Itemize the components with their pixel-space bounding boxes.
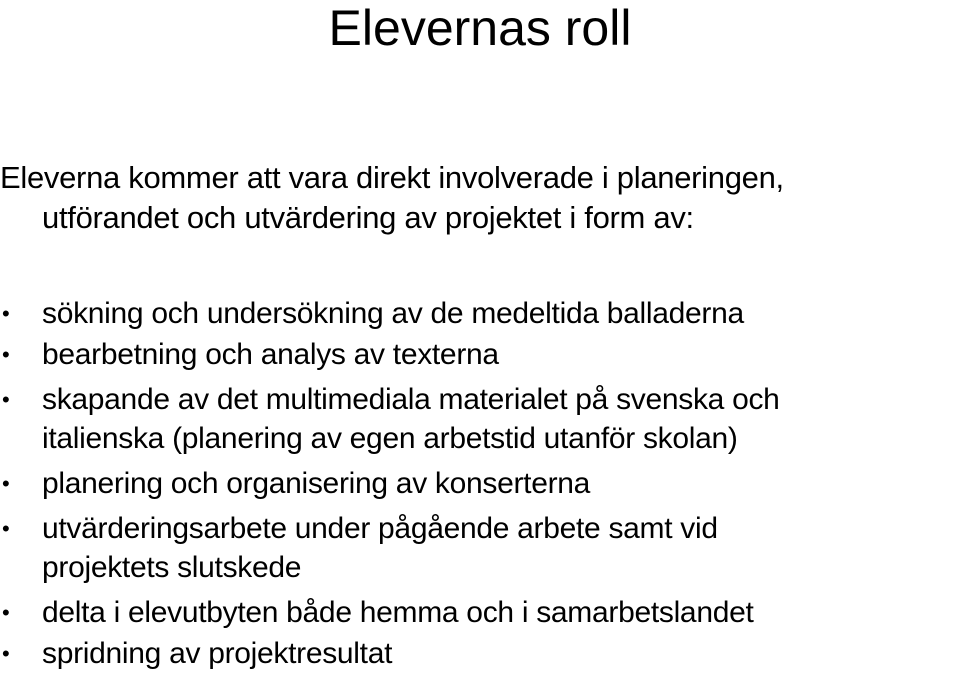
bullet-icon: • <box>2 516 10 541</box>
page-title: Elevernas roll <box>328 0 632 56</box>
bullet-icon: • <box>2 387 10 412</box>
bullet-icon: • <box>2 301 10 326</box>
bullet-icon: • <box>2 342 10 367</box>
list-item-text: bearbetning och analys av texterna <box>42 338 499 371</box>
list-item <box>0 464 958 503</box>
intro-line: utförandet och utvärdering av projektet i form av: <box>42 200 694 235</box>
list-item-text: skapande av det multimediala materialet på svenska och <box>42 383 780 416</box>
list-item <box>0 509 958 587</box>
bullet-list <box>0 294 958 673</box>
list-item-text: spridning av projektresultat <box>42 637 393 670</box>
bullet-icon: • <box>2 600 10 625</box>
list-item-text: utvärderingsarbete under pågående arbete samt vid <box>42 512 718 545</box>
intro-line: Eleverna kommer att vara direkt involverade i planeringen, <box>0 160 784 195</box>
list-item-text: sökning och undersökning av de medeltida balladerna <box>42 297 744 330</box>
list-item <box>0 380 958 458</box>
list-item-text: projektets slutskede <box>42 551 302 584</box>
bullet-icon: • <box>2 471 10 496</box>
intro-paragraph <box>0 158 958 238</box>
bullet-icon: • <box>2 641 10 666</box>
list-item-text: planering och organisering av konserterna <box>42 467 591 500</box>
list-item <box>0 634 958 673</box>
list-item <box>0 593 958 632</box>
list-item <box>0 335 958 374</box>
list-item-text: italienska (planering av egen arbetstid utanför skolan) <box>42 422 738 455</box>
list-item-text: delta i elevutbyten både hemma och i samarbetslandet <box>42 596 754 629</box>
list-item <box>0 294 958 333</box>
